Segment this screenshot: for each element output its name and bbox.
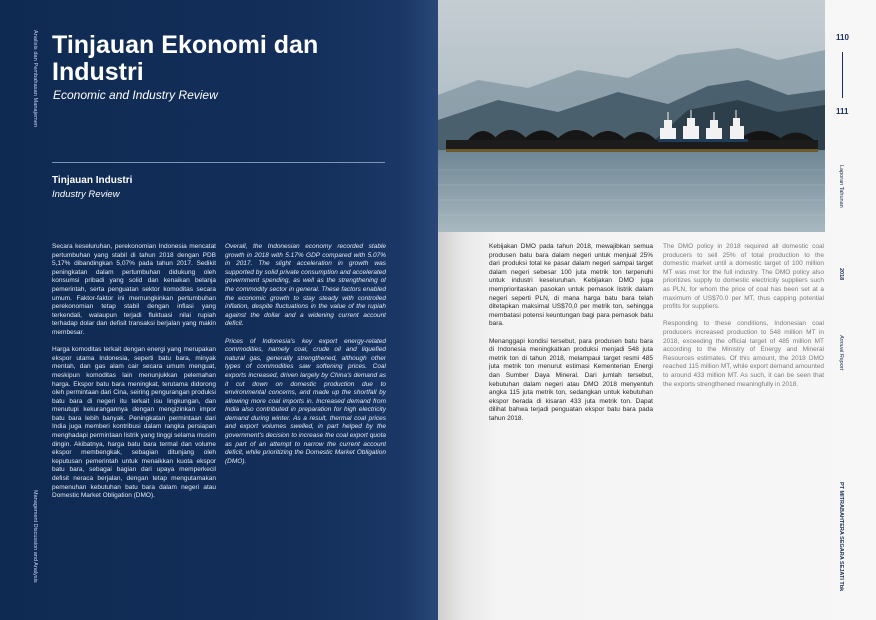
paragraph: Harga komoditas terkait dengan energi yang merupakan ekspor utama Indonesia, seperti batu bara, minyak mentah, dan gas alam cair secara umum menguat, meskipun komoditas lain menunjukkan pelemahan harga. Ekspor batu bara meningkat, terutama didorong oleh permintaan dari Cina, seiring pengurangan produksi batu bara di negeri itu terkait isu lingkungan, dan menutupi kekurangannya dengan mengizinkan impor batu bara lebih banyak. Peningkatan permintaan dari India juga memberi kontribusi dalam rangka persiapan menghadapi permintaan listrik yang tinggi selama musim dingin. Akibatnya, harga batu bara termal dan volume ekspor membengkak, sebagian ditunjang oleh keputusan pemerintah untuk menaikkan kuota ekspor batu bara, sebagai bagian dari upaya memperkecil defisit neraca berjalan, dengan tetap mengutamakan pemenuhan kebutuhan batu bara dalam negeri atau Domestic Market Obligation (DMO).: [52, 346, 216, 500]
page-number-left: 110: [836, 33, 849, 42]
paragraph: Overall, the Indonesian economy recorded stable growth in 2018 with 5.17% GDP compared with 5.07% in 2017. The slight acceleration in growth was supported by solid private consumption and accelerated government spending, as well as the strengthening of the commodity sector in general. These factors enabled the economic growth to stay steady with controlled inflation, despite fluctuations in the value of the rupiah against the dollar and a widening current account deficit.: [225, 243, 386, 328]
page-number-divider: [842, 52, 843, 98]
right-side-label-company: PT MITRABAHTERA SEGARA SEJATI Tbk: [838, 482, 844, 592]
paragraph: Menanggapi kondisi tersebut, para produsen batu bara di Indonesia meningkatkan produksi menjadi 548 juta metrik ton di tahun 2018, melampaui target resmi 485 juta metrik ton menurut estimasi Kementerian Energi dan Sumber Daya Mineral. Dari jumlah tersebut, kebutuhan dalam negeri atau DMO 2018 menyentuh angka 115 juta metrik ton, sedangkan untuk kebutuhan ekspor berada di kisaran 433 juta metrik ton. Dapat dilihat bahwa terjadi penguatan ekspor batu bara pada tahun 2018.: [489, 337, 653, 422]
section-title: Tinjauan Industri: [52, 175, 133, 186]
right-side-label-report: Laporan Tahunan: [838, 165, 844, 208]
body-column-indonesian-right: [489, 243, 653, 453]
paragraph: Prices of Indonesia's key export energy-related commodities, namely coal, crude oil and liquefied natural gas, generally strengthened, although other types of commodities saw softening prices. Coal exports increased, driven largely by China's demand as it cut down on domestic production due to environmental concerns, and made up the shortfall by allowing more coal imports in. Increased demand from India also contributed in preparation for high electricity demand during winter. As a result, thermal coal prices and export volumes swelled, in part helped by the government's decision to increase the coal export quota as part of an attempt to narrow the current account deficit, while prioritizing the Domestic Market Obligation (DMO).: [225, 337, 386, 465]
right-side-label-annual-report: Annual Report: [838, 335, 844, 371]
paragraph: Secara keseluruhan, perekonomian Indonesia mencatat pertumbuhan yang stabil di tahun 2018 dengan PDB 5,17% dibandingkan 5,07% pada tahun 2017. Sedikit peningkatan dalam pertumbuhan didukung oleh konsumsi pribadi yang solid dan kenaikan belanja pemerintah, serta penguatan sektor komoditas secara umum. Faktor-faktor ini memungkinkan pertumbuhan perekonomian tetap stabil dengan inflasi yang terkendali, walaupun terjadi fluktuasi nilai rupiah terhadap dolar dan defisit transaksi berjalan yang makin membesar.: [52, 243, 216, 336]
divider: [52, 162, 385, 163]
paragraph: Responding to these conditions, Indonesian coal producers increased production to 548 million MT in 2018, exceeding the official target of 485 million MT according to the Ministry of Energy and Mineral Resources estimates. Of this amount, the 2018 DMO reached 115 million MT, while export demand amounted to around 433 million MT. As such, it can be seen that the exports strengthened meaningfully in 2018.: [663, 320, 824, 388]
body-column-indonesian: [52, 243, 216, 543]
body-column-english: [225, 243, 386, 493]
left-side-label-top: Analisis dan Pembahasan Manajemen: [32, 30, 38, 128]
page-title: Tinjauan Ekonomi dan Industri: [52, 31, 319, 86]
body-column-english-right: [663, 243, 824, 433]
page-title-english: Economic and Industry Review: [53, 88, 218, 102]
right-side-label-year: 2018: [838, 268, 844, 281]
coal-barge-photo: [438, 0, 825, 232]
paragraph: Kebijakan DMO pada tahun 2018, mewajibkan semua produsen batu bara dalam negeri untuk menjual 25% dari produksi total ke pasar dalam negeri sampai target dalam negeri sebesar 100 juta metrik ton terpenuhi untuk industri keseluruhan. Kebijakan DMO juga memprioritaskan pasokan untuk pemasok listrik dalam negeri seperti PLN, di mana harga batu bara telah ditetapkan maksimal US$70,0 per metrik ton, sehingga membatasi potensi keuntungan bagi para pemasok batu bara.: [489, 243, 653, 328]
page-number-right: 111: [836, 107, 849, 116]
paragraph: The DMO policy in 2018 required all domestic coal producers to sell 25% of total production to the domestic market until a domestic target of 100 million MT was met for the full industry. The DMO policy also prioritizes supply to domestic electricity suppliers such as PLN, for whom the price of coal has been set at a maximum of US$70.0 per MT, thus capping potential profits for suppliers.: [663, 243, 824, 311]
section-title-english: Industry Review: [52, 189, 120, 200]
left-side-label-bottom: Management Discussion and Analysis: [32, 490, 38, 583]
